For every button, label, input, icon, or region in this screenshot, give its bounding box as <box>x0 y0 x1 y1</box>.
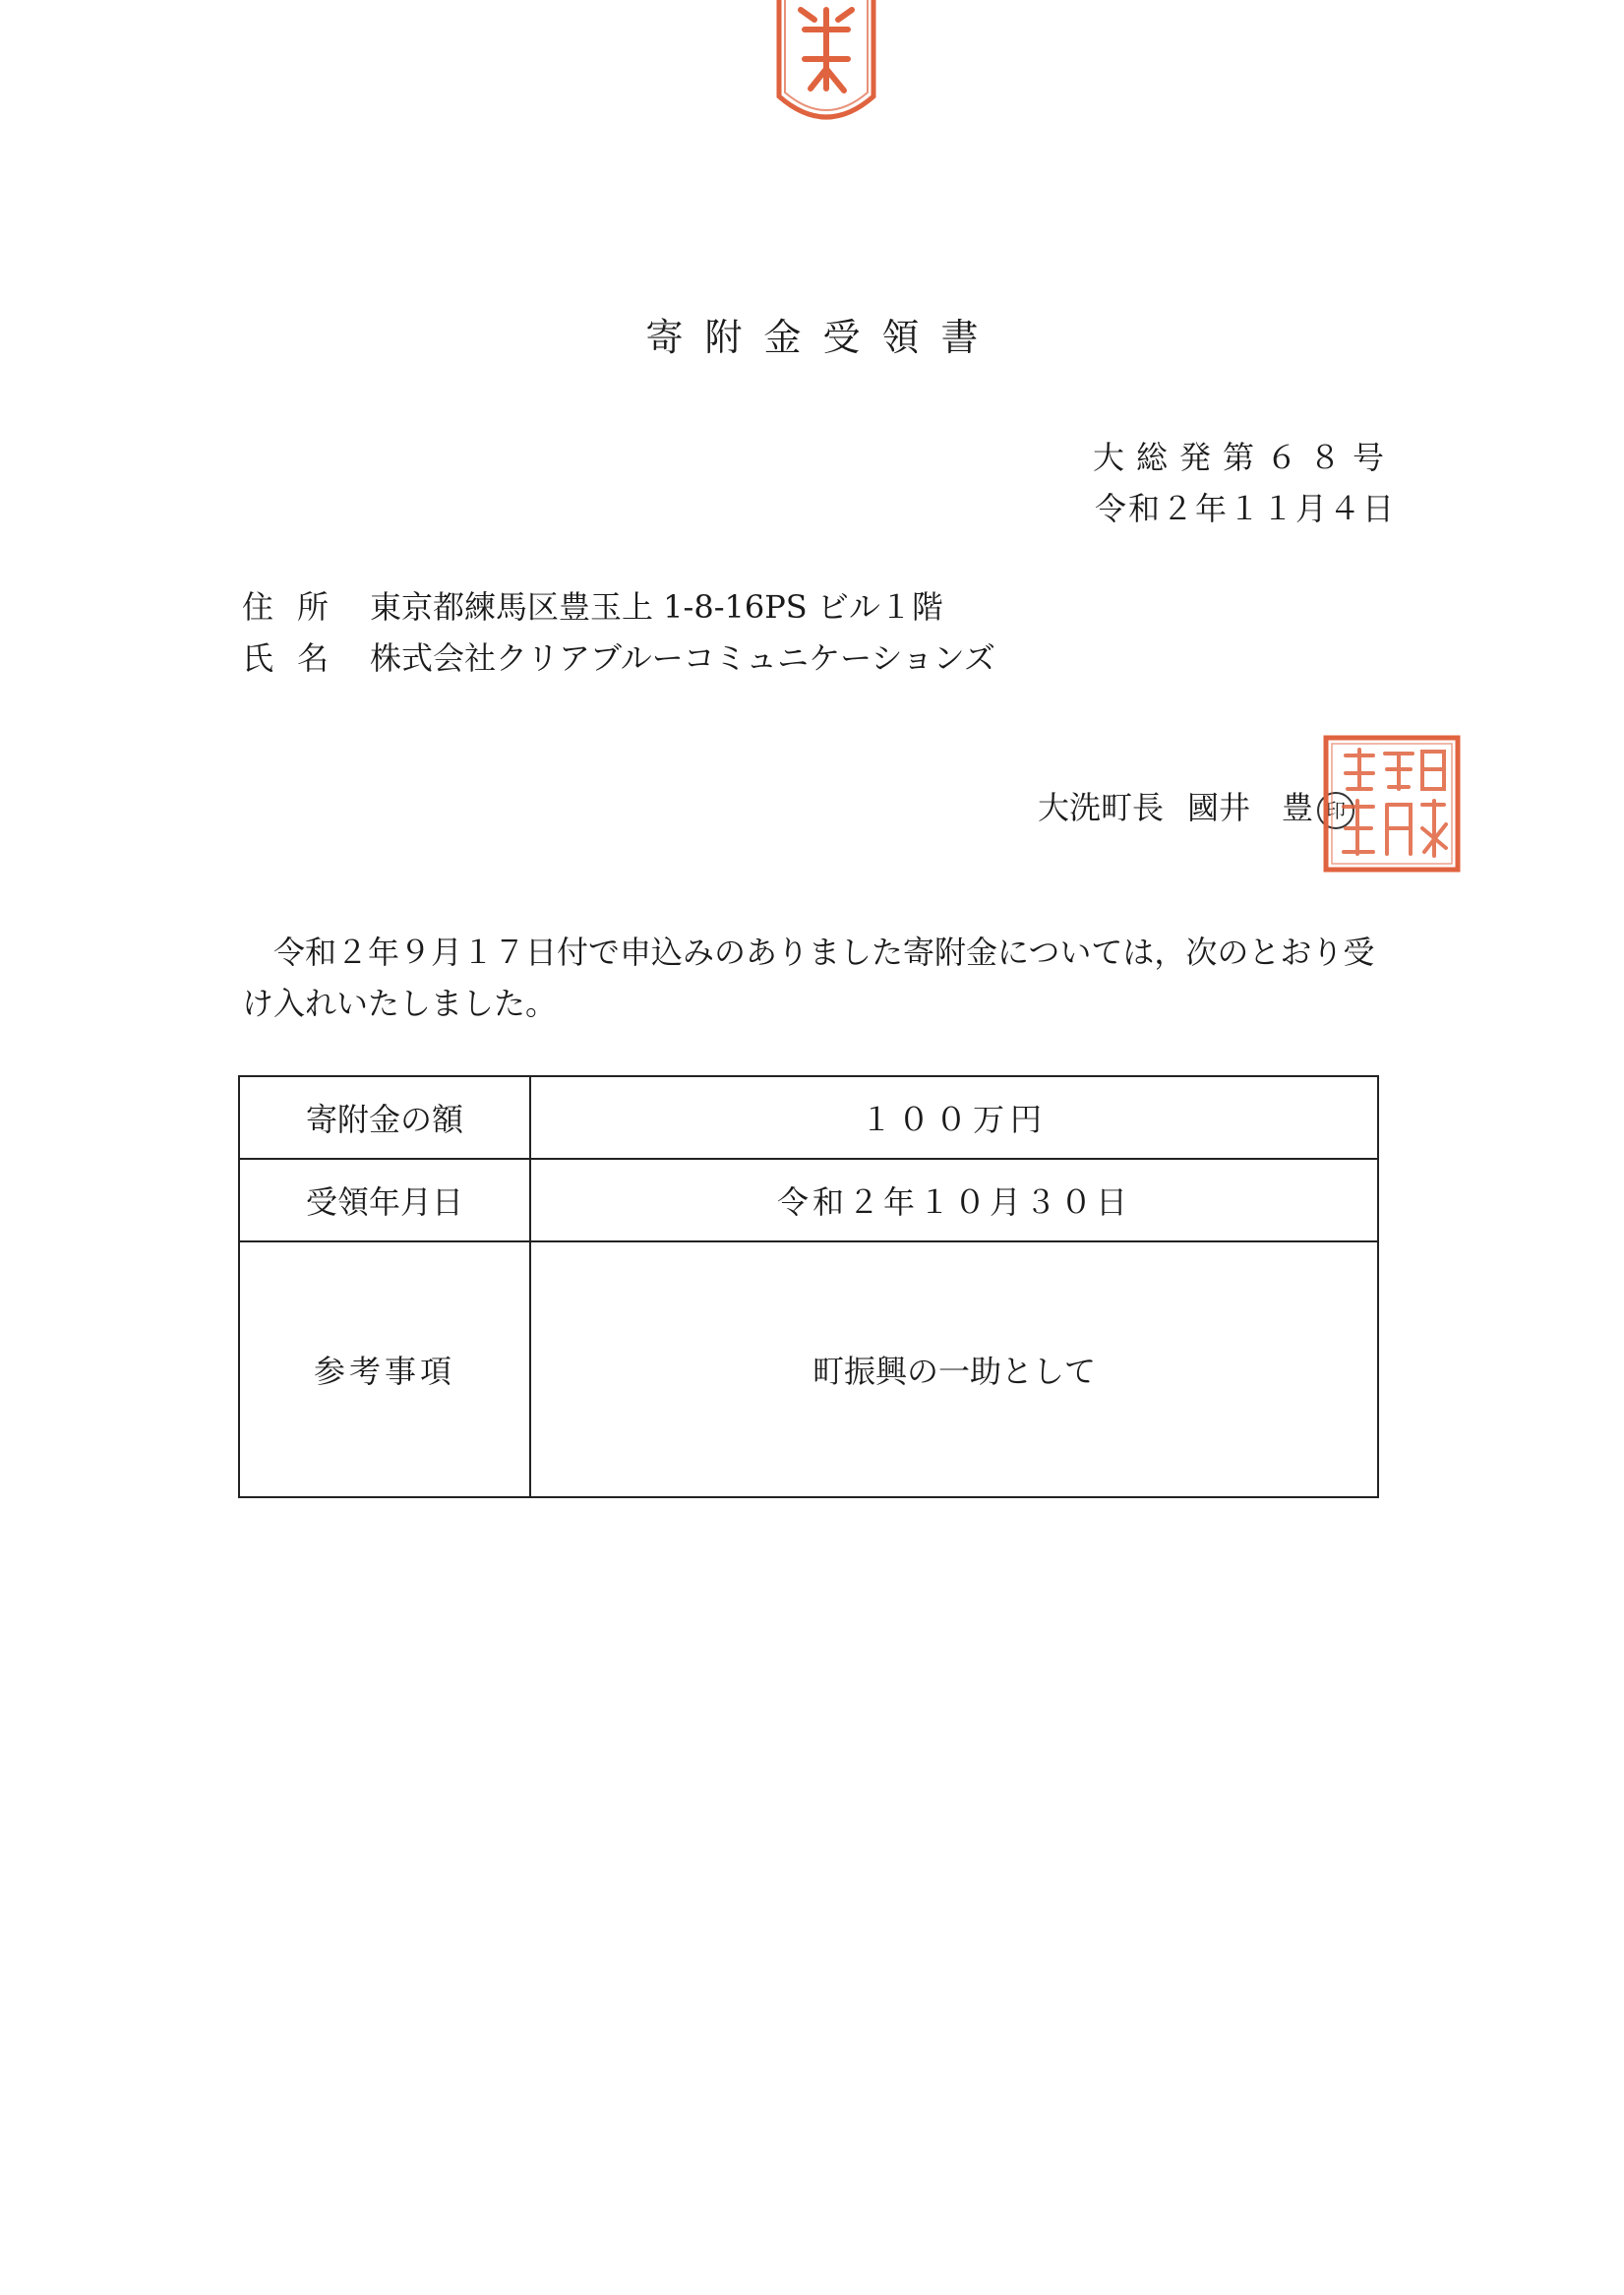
table-row <box>239 1076 1378 1159</box>
official-seal-icon <box>765 0 887 128</box>
issuer-name: 國井 豊 <box>1187 789 1314 826</box>
table-label: 参考事項 <box>239 1241 530 1497</box>
donation-table <box>238 1075 1379 1498</box>
table-row <box>239 1159 1378 1241</box>
table-label: 寄附金の額 <box>239 1076 530 1159</box>
name-label: 氏名 <box>242 639 353 677</box>
body-text: 令和２年９月１７日付で申込みのありました寄附金については，次のとおり受け入れいたしました。 <box>242 934 1375 1022</box>
issuer-title: 大洗町長 <box>1038 789 1165 826</box>
table-label: 受領年月日 <box>239 1159 530 1241</box>
table-value: 町振興の一助として <box>530 1241 1378 1497</box>
table-row <box>239 1241 1378 1497</box>
address-row <box>242 582 943 628</box>
reference-date: 令和２年１１月４日 <box>1094 490 1396 527</box>
address-value: 東京都練馬区豊玉上 1-8-16PS ビル１階 <box>370 588 943 626</box>
name-row <box>242 634 995 679</box>
seal-mark: 印 <box>1317 792 1354 829</box>
square-seal-icon <box>1318 730 1466 877</box>
document-title: 寄附金受領書 <box>645 316 1000 359</box>
table-value: １００万円 <box>530 1076 1378 1159</box>
address-label: 住所 <box>242 588 353 626</box>
table-value: 令和２年１０月３０日 <box>530 1159 1378 1241</box>
name-value: 株式会社クリアブルーコミュニケーションズ <box>370 639 995 677</box>
reference-number: 大総発第６８号 <box>1092 439 1396 476</box>
